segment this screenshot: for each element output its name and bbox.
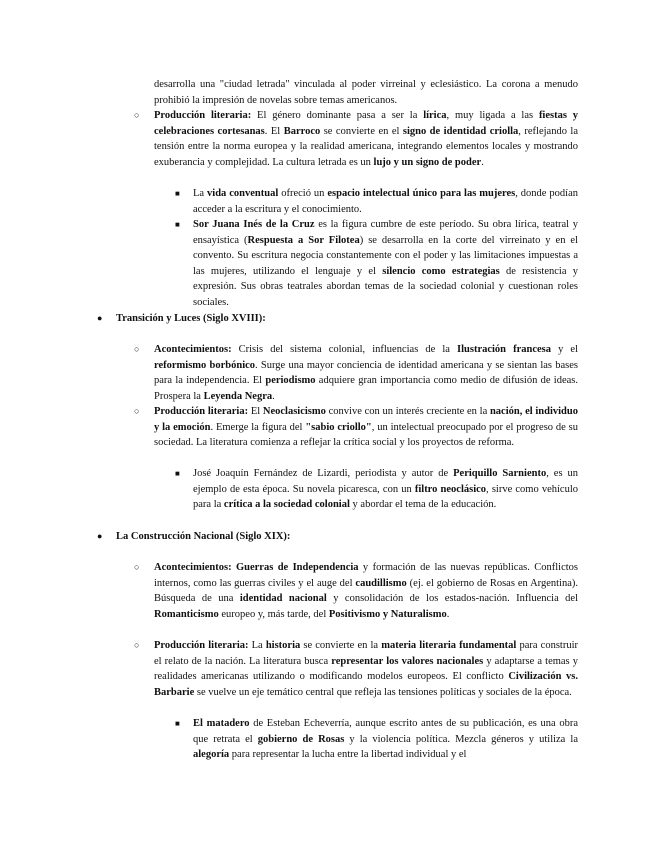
square-bullet: ■	[175, 220, 180, 229]
heading-transicion-y-luces: Transición y Luces (Siglo XVIII):	[116, 313, 266, 324]
dot-bullet: ●	[97, 313, 103, 323]
square-bullet: ■	[175, 469, 180, 478]
paragraph-colonial-continuation: desarrolla una "ciudad letrada" vinculada al poder virreinal y eclesiástico. La corona a menudo prohibió la impresión de novelas sobre temas americanos.	[154, 79, 578, 106]
circle-bullet: ○	[134, 562, 140, 572]
paragraph-vida-conventual: La vida conventual ofreció un espacio intelectual único para las mujeres, donde podían acceder a la escritura y el conocimiento.	[193, 188, 578, 215]
circle-bullet: ○	[134, 344, 140, 354]
heading-construccion-nacional: La Construcción Nacional (Siglo XIX):	[116, 531, 291, 542]
paragraph-produccion-literaria-siglo-xix: Producción literaria: La historia se convierte en la materia literaria fundamental para construir el relato de la nación. La literatura busca representar los valores nacionales y adaptarse a temas y realidades americanas utilizando o modificando modelos europeos. El conflicto Civilización vs. Barbarie se vuelve un eje temático central que refleja las tensiones políticas y sociales de la época.	[154, 640, 579, 698]
paragraph-sor-juana: Sor Juana Inés de la Cruz es la figura cumbre de este período. Su obra lírica, teatral y ensayística (Respuesta a Sor Filotea) se desarrolla en la corte del virreinato y en el convento. Su escritura negocia constantemente con el poder y las limitaciones impuestas a las mujeres, utilizando el lenguaje y el silencio como estrategias de resistencia y expresión. Sus obras teatrales abordan temas de la sociedad colonial y cuestionan roles sociales.	[193, 219, 579, 308]
paragraph-produccion-literaria-siglo-xviii: Producción literaria: El Neoclasicismo convive con un interés creciente en la nación, el individuo y la emoción. Emerge la figura del "sabio criollo", un intelectual preocupado por el progreso de su sociedad. La literatura comienza a reflejar la crítica social y los proyectos de reforma.	[154, 406, 578, 449]
paragraph-acontecimientos-siglo-xviii: Acontecimientos: Crisis del sistema colonial, influencias de la Ilustración francesa y el reformismo borbónico. Surge una mayor conciencia de identidad americana y se sientan las bases para la independencia. El periodismo adquiere gran importancia como medio de difusión de ideas. Prospera la Leyenda Negra.	[154, 344, 578, 402]
circle-bullet: ○	[134, 110, 140, 120]
paragraph-acontecimientos-siglo-xix: Acontecimientos: Guerras de Independencia y formación de las nuevas repúblicas. Conflictos internos, como las guerras civiles y el auge del caudillismo (ej. el gobierno de Rosas en Argentina). Búsqueda de una identidad nacional y consolidación de los estados-nación. Influencia del Romanticismo europeo y, más tarde, del Positivismo y Naturalismo.	[154, 562, 579, 620]
square-bullet: ■	[175, 719, 180, 728]
paragraph-el-matadero: El matadero de Esteban Echeverría, aunque escrito antes de su publicación, es una obra que retrata el gobierno de Rosas y la violencia política. Mezcla géneros y utiliza la alegoría para representar la lucha entre la libertad individual y el	[193, 718, 578, 761]
dot-bullet: ●	[97, 531, 103, 541]
circle-bullet: ○	[134, 406, 140, 416]
paragraph-produccion-literaria-colonial: Producción literaria: El género dominante pasa a ser la lírica, muy ligada a las fiestas y celebraciones cortesanas. El Barroco se convierte en el signo de identidad criolla, reflejando la tensión entre la norma europea y la realidad americana, integrando elementos locales y mostrando exuberancia y complejidad. La cultura letrada es un lujo y un signo de poder.	[154, 110, 579, 168]
circle-bullet: ○	[134, 640, 140, 650]
paragraph-lizardi: José Joaquín Fernández de Lizardi, periodista y autor de Periquillo Sarniento, es un ejemplo de esta época. Su novela picaresca, con un filtro neoclásico, sirve como vehículo para la crítica a la sociedad colonial y abordar el tema de la educación.	[193, 468, 579, 511]
square-bullet: ■	[175, 189, 180, 198]
